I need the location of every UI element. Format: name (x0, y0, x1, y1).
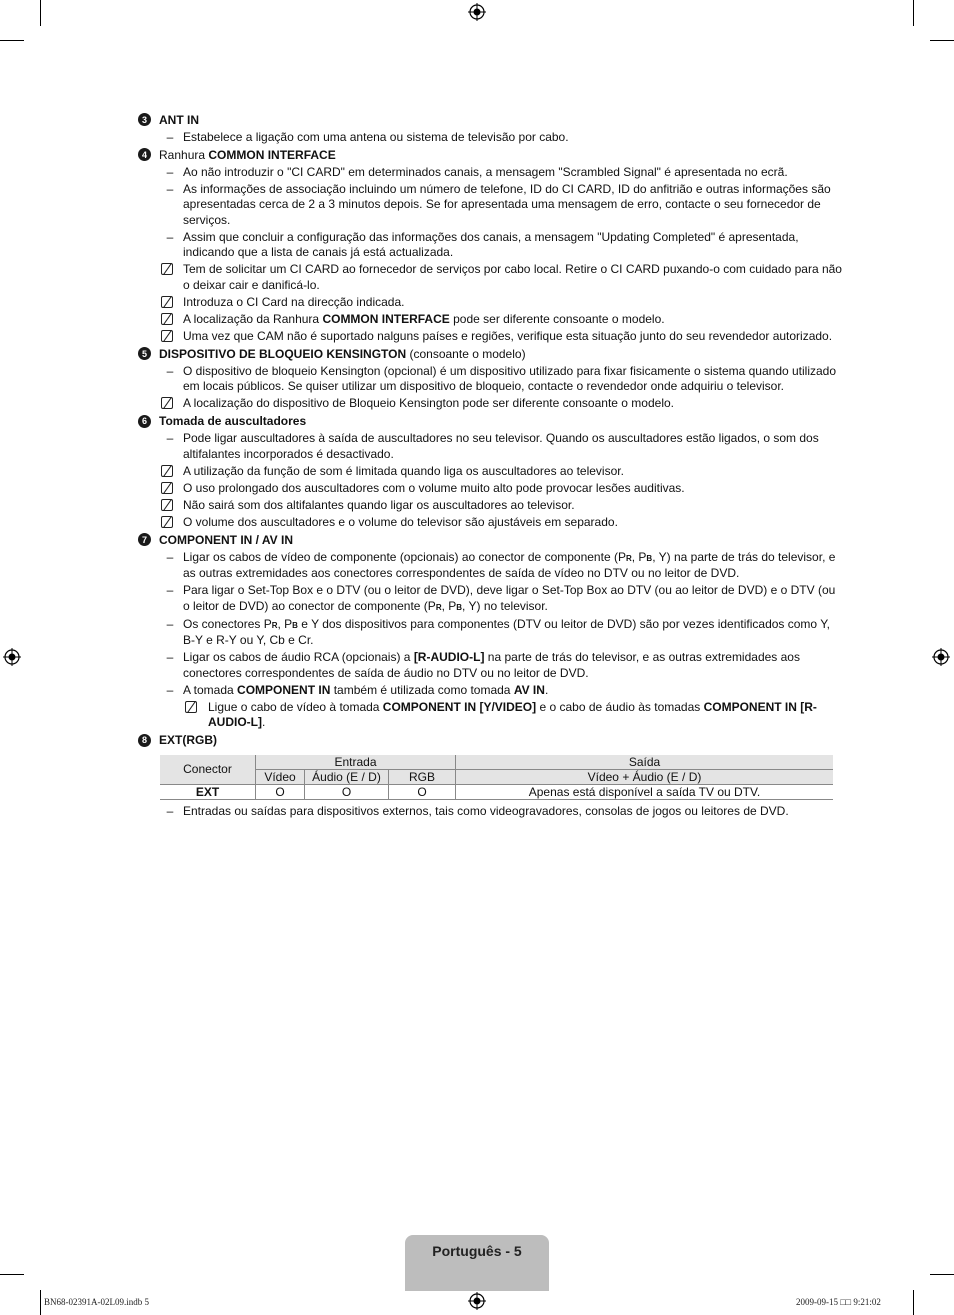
text-run: A tomada (183, 682, 238, 697)
item-text (183, 481, 685, 495)
note-item (138, 464, 843, 480)
list-item (138, 550, 843, 582)
ext-connector-table (160, 755, 833, 800)
note-icon (160, 482, 174, 499)
text-run: , P (441, 598, 457, 613)
note-item (138, 396, 843, 412)
text-run: A utilização da função de som é limitada quando liga os auscultadores ao televisor. (183, 463, 624, 478)
note-pencil-icon (161, 482, 173, 494)
list-item (138, 230, 843, 261)
text-run: Para ligar o Set-Top Box e o DTV (ou o leitor de DVD), deve ligar o Set-Top Box ao DTV (ou ao leitor de DVD) e o DTV (ou o leitor de DVD) ao conector de componente (P (183, 583, 836, 613)
text-run: O uso prolongado dos auscultadores com o volume muito alto pode provocar lesões auditivas. (183, 480, 685, 495)
text-run: Introduza o CI Card na direcção indicada. (183, 294, 405, 309)
note-icon (160, 465, 174, 482)
item-text (183, 182, 831, 227)
crop-mark (913, 1290, 914, 1315)
list-item (138, 182, 843, 229)
section-title (159, 148, 336, 162)
note-icon (160, 397, 174, 414)
text-run: , Y) no televisor. (462, 598, 548, 613)
dash-bullet: – (166, 431, 174, 445)
text-run: Pode ligar auscultadores à saída de auscultadores no seu televisor. Quando os auscultadores estão ligados, o som dos altifalantes incorporados é desactivado. (183, 431, 819, 461)
registration-mark-icon (3, 648, 21, 666)
item-text (183, 583, 835, 613)
text-run: O volume dos auscultadores e o volume do televisor são ajustáveis em separado. (183, 514, 618, 529)
bold-text: Tomada de auscultadores (159, 414, 307, 428)
item-text (183, 312, 665, 326)
table-row (160, 784, 833, 799)
list-item (138, 683, 843, 699)
note-icon (184, 701, 198, 718)
bold-text: COMPONENT IN / AV IN (159, 532, 294, 547)
section-number-badge: 5 (138, 347, 151, 360)
section-heading (138, 146, 843, 163)
text-run: R (435, 602, 442, 612)
note-item (138, 329, 843, 345)
crop-mark (40, 1290, 41, 1315)
table-header-output: Saída (456, 755, 834, 770)
bold-text: ANT IN (159, 112, 199, 127)
item-text (183, 230, 799, 260)
section-title (159, 533, 293, 547)
text-run: Ao não introduzir o "CI CARD" em determinados canais, a mensagem "Scrambled Signal" é apresentada no ecrã. (183, 164, 788, 179)
list-item (138, 165, 843, 181)
item-text (183, 364, 836, 394)
dash-bullet: – (166, 803, 174, 818)
note-icon (160, 296, 174, 313)
note-pencil-icon (161, 499, 173, 511)
text-run: Assim que concluir a configuração das informações dos canais, a mensagem "Updating Completed" é apresentada, indicando que a lista de canais já está actualizada. (183, 229, 799, 259)
item-text (183, 498, 575, 512)
table-subheader-rgb: RGB (389, 769, 456, 784)
table-cell-output: Apenas está disponível a saída TV ou DTV. (456, 784, 834, 799)
text-run: Os conectores P (183, 616, 272, 631)
note-icon (160, 499, 174, 516)
note-pencil-icon (161, 313, 173, 325)
note-pencil-icon (161, 263, 173, 275)
text-run: A localização da Ranhura (183, 311, 323, 326)
item-text (183, 550, 835, 581)
text-run: B (646, 553, 653, 563)
list-item (138, 130, 843, 146)
text-run: A localização do dispositivo de Bloqueio Kensington pode ser diferente consoante o modelo. (183, 396, 674, 410)
section-heading (138, 531, 843, 548)
dash-bullet: – (166, 682, 174, 697)
page-label: Português - 5 (432, 1243, 522, 1259)
section-list (138, 111, 843, 749)
table-cell-rgb: O (389, 784, 456, 799)
dash-bullet: – (166, 229, 174, 244)
text-run: , Y) na parte de trás do televisor, e as outras extremidades aos conectores correspondentes de saída de vídeo no DTV ou no leitor de DVD. (183, 549, 836, 580)
dash-bullet: – (166, 164, 174, 179)
list-item (138, 650, 843, 681)
item-text (183, 650, 800, 680)
text-run: também é utilizada como tomada (330, 682, 514, 697)
dash-bullet: – (166, 616, 174, 631)
item-text (183, 165, 788, 179)
bold-text: [R-AUDIO-L] (413, 650, 485, 664)
item-text (208, 700, 817, 730)
text-run: Tem de solicitar um CI CARD ao fornecedor de serviços por cabo local. Retire o CI CARD puxando-o com cuidado para não o deixar cair e danificá-lo. (183, 262, 842, 292)
text-run: R (625, 553, 632, 563)
after-table-text: Entradas ou saídas para dispositivos externos, tais como videogravadores, consolas de jogos ou leitores de DVD. (183, 803, 789, 818)
table-header-input: Entrada (256, 755, 456, 770)
text-run: B (292, 620, 298, 630)
section-heading (138, 111, 843, 128)
list-item (138, 364, 843, 395)
date-slug: 2009-09-15 □□ 9:21:02 (796, 1297, 881, 1307)
note-item (138, 498, 843, 514)
bold-text: EXT(RGB) (159, 733, 217, 747)
text-run: As informações de associação incluindo um número de telefone, ID do CI CARD, ID do anfitrião e outras informações são apresentadas cerca de 2 a 3 minutos depois. Se for apresentada uma mensagem de erro, contacte o seu fornecedor de serviços. (183, 181, 831, 227)
registration-mark-icon (932, 648, 950, 666)
item-text (183, 396, 674, 410)
text-run: e Y dos dispositivos para componentes (DTV ou leitor de DVD) são por vezes identificados como Y, B-Y e R-Y ou Y, Cb e Cr. (183, 616, 831, 647)
registration-mark-icon (468, 3, 486, 21)
bold-text: COMPONENT IN [R-AUDIO-L] (208, 699, 817, 729)
section-title (159, 113, 199, 127)
bold-text: COMMON INTERFACE (208, 147, 336, 162)
table-cell-audio: O (305, 784, 389, 799)
list-item (138, 804, 843, 820)
item-text (183, 295, 404, 309)
item-text (183, 130, 569, 144)
note-icon (160, 313, 174, 330)
list-item (138, 617, 843, 649)
dash-bullet: – (166, 363, 174, 378)
section-heading (138, 732, 843, 749)
crop-mark (0, 40, 24, 41)
text-run: Uma vez que CAM não é suportado nalguns países e regiões, verifique esta situação junto do seu revendedor autorizado. (183, 328, 833, 343)
text-run: , P (277, 616, 293, 631)
note-pencil-icon (185, 701, 197, 713)
note-pencil-icon (161, 397, 173, 409)
bold-text: COMPONENT IN (237, 682, 331, 697)
text-run: Estabelece a ligação com uma antena ou sistema de televisão por cabo. (183, 129, 569, 144)
section-title (159, 347, 526, 361)
item-text (183, 329, 832, 343)
list-item (138, 431, 843, 462)
note-item (138, 262, 843, 293)
table-subheader-output: Vídeo + Áudio (E / D) (456, 769, 834, 784)
crop-mark (913, 0, 914, 26)
text-run: e o cabo de áudio às tomadas (536, 699, 704, 714)
note-pencil-icon (161, 516, 173, 528)
table-cell-video: O (256, 784, 305, 799)
section-number-badge: 6 (138, 415, 151, 428)
text-run: na parte de trás do televisor, e as outras extremidades aos conectores correspondentes de saída de áudio no DTV ou no leitor de DVD. (183, 650, 800, 680)
text-run: (consoante o modelo) (406, 346, 526, 361)
text-run: Não sairá som dos altifalantes quando ligar os auscultadores ao televisor. (183, 497, 575, 512)
note-item (138, 515, 843, 531)
section-number-badge: 8 (138, 734, 151, 747)
note-icon (160, 516, 174, 533)
item-text (183, 683, 548, 697)
text-run: Ligue o cabo de vídeo à tomada (208, 699, 383, 714)
text-run: Ligar os cabos de áudio RCA (opcionais) a (183, 650, 414, 664)
text-run: O dispositivo de bloqueio Kensington (opcional) é um dispositivo utilizado para fixar fisicamente o sistema quando utilizado em locais públicos. Se quiser utilizar um dispositivo de bloqueio, contacte o revendedor onde adquiriu o televisor. (183, 363, 837, 393)
text-run: Ligar os cabos de vídeo de componente (opcionais) ao conector de componente (P (183, 549, 626, 564)
section-heading (138, 345, 843, 362)
bold-text: COMMON INTERFACE (322, 311, 450, 326)
note-pencil-icon (161, 330, 173, 342)
text-run: pode ser diferente consoante o modelo. (449, 311, 665, 326)
table-cell-connector: EXT (160, 784, 256, 799)
dash-bullet: – (166, 181, 174, 196)
crop-mark (930, 40, 954, 41)
note-item (138, 312, 843, 328)
list-item (138, 583, 843, 615)
text-run: Ranhura (159, 147, 209, 162)
table-subheader-audio: Áudio (E / D) (305, 769, 389, 784)
section-number-badge: 4 (138, 148, 151, 161)
bold-text: AV IN (513, 682, 545, 697)
bold-text: COMPONENT IN [Y/VIDEO] (382, 699, 537, 714)
bold-text: DISPOSITIVO DE BLOQUEIO KENSINGTON (159, 346, 407, 361)
text-run: . (544, 682, 549, 697)
section-title (159, 733, 217, 747)
note-pencil-icon (161, 296, 173, 308)
note-pencil-icon (161, 465, 173, 477)
crop-mark (0, 1274, 24, 1275)
item-text (183, 262, 842, 292)
text-run: B (456, 602, 463, 612)
document-body (138, 110, 843, 819)
note-item (138, 481, 843, 497)
file-slug: BN68-02391A-02L09.indb 5 (44, 1297, 149, 1307)
item-text (183, 515, 618, 529)
text-run: R (271, 620, 278, 630)
section-heading (138, 413, 843, 430)
section-number-badge: 7 (138, 533, 151, 546)
note-item (138, 295, 843, 311)
item-text (183, 464, 624, 478)
dash-bullet: – (166, 650, 174, 664)
section-number-badge: 3 (138, 113, 151, 126)
crop-mark (40, 0, 41, 26)
note-icon (160, 330, 174, 347)
text-run: , P (631, 549, 647, 564)
registration-mark-icon (468, 1292, 486, 1310)
item-text (183, 431, 819, 461)
item-text (183, 617, 830, 648)
dash-bullet: – (166, 129, 174, 144)
dash-bullet: – (166, 583, 174, 597)
dash-bullet: – (166, 549, 174, 564)
note-icon (160, 263, 174, 280)
crop-mark (930, 1274, 954, 1275)
note-item (138, 700, 843, 731)
section-title (159, 414, 306, 428)
table-header-connector: Conector (160, 755, 256, 785)
page-number-tab (405, 1235, 549, 1291)
table-subheader-video: Vídeo (256, 769, 305, 784)
text-run: . (262, 715, 266, 729)
